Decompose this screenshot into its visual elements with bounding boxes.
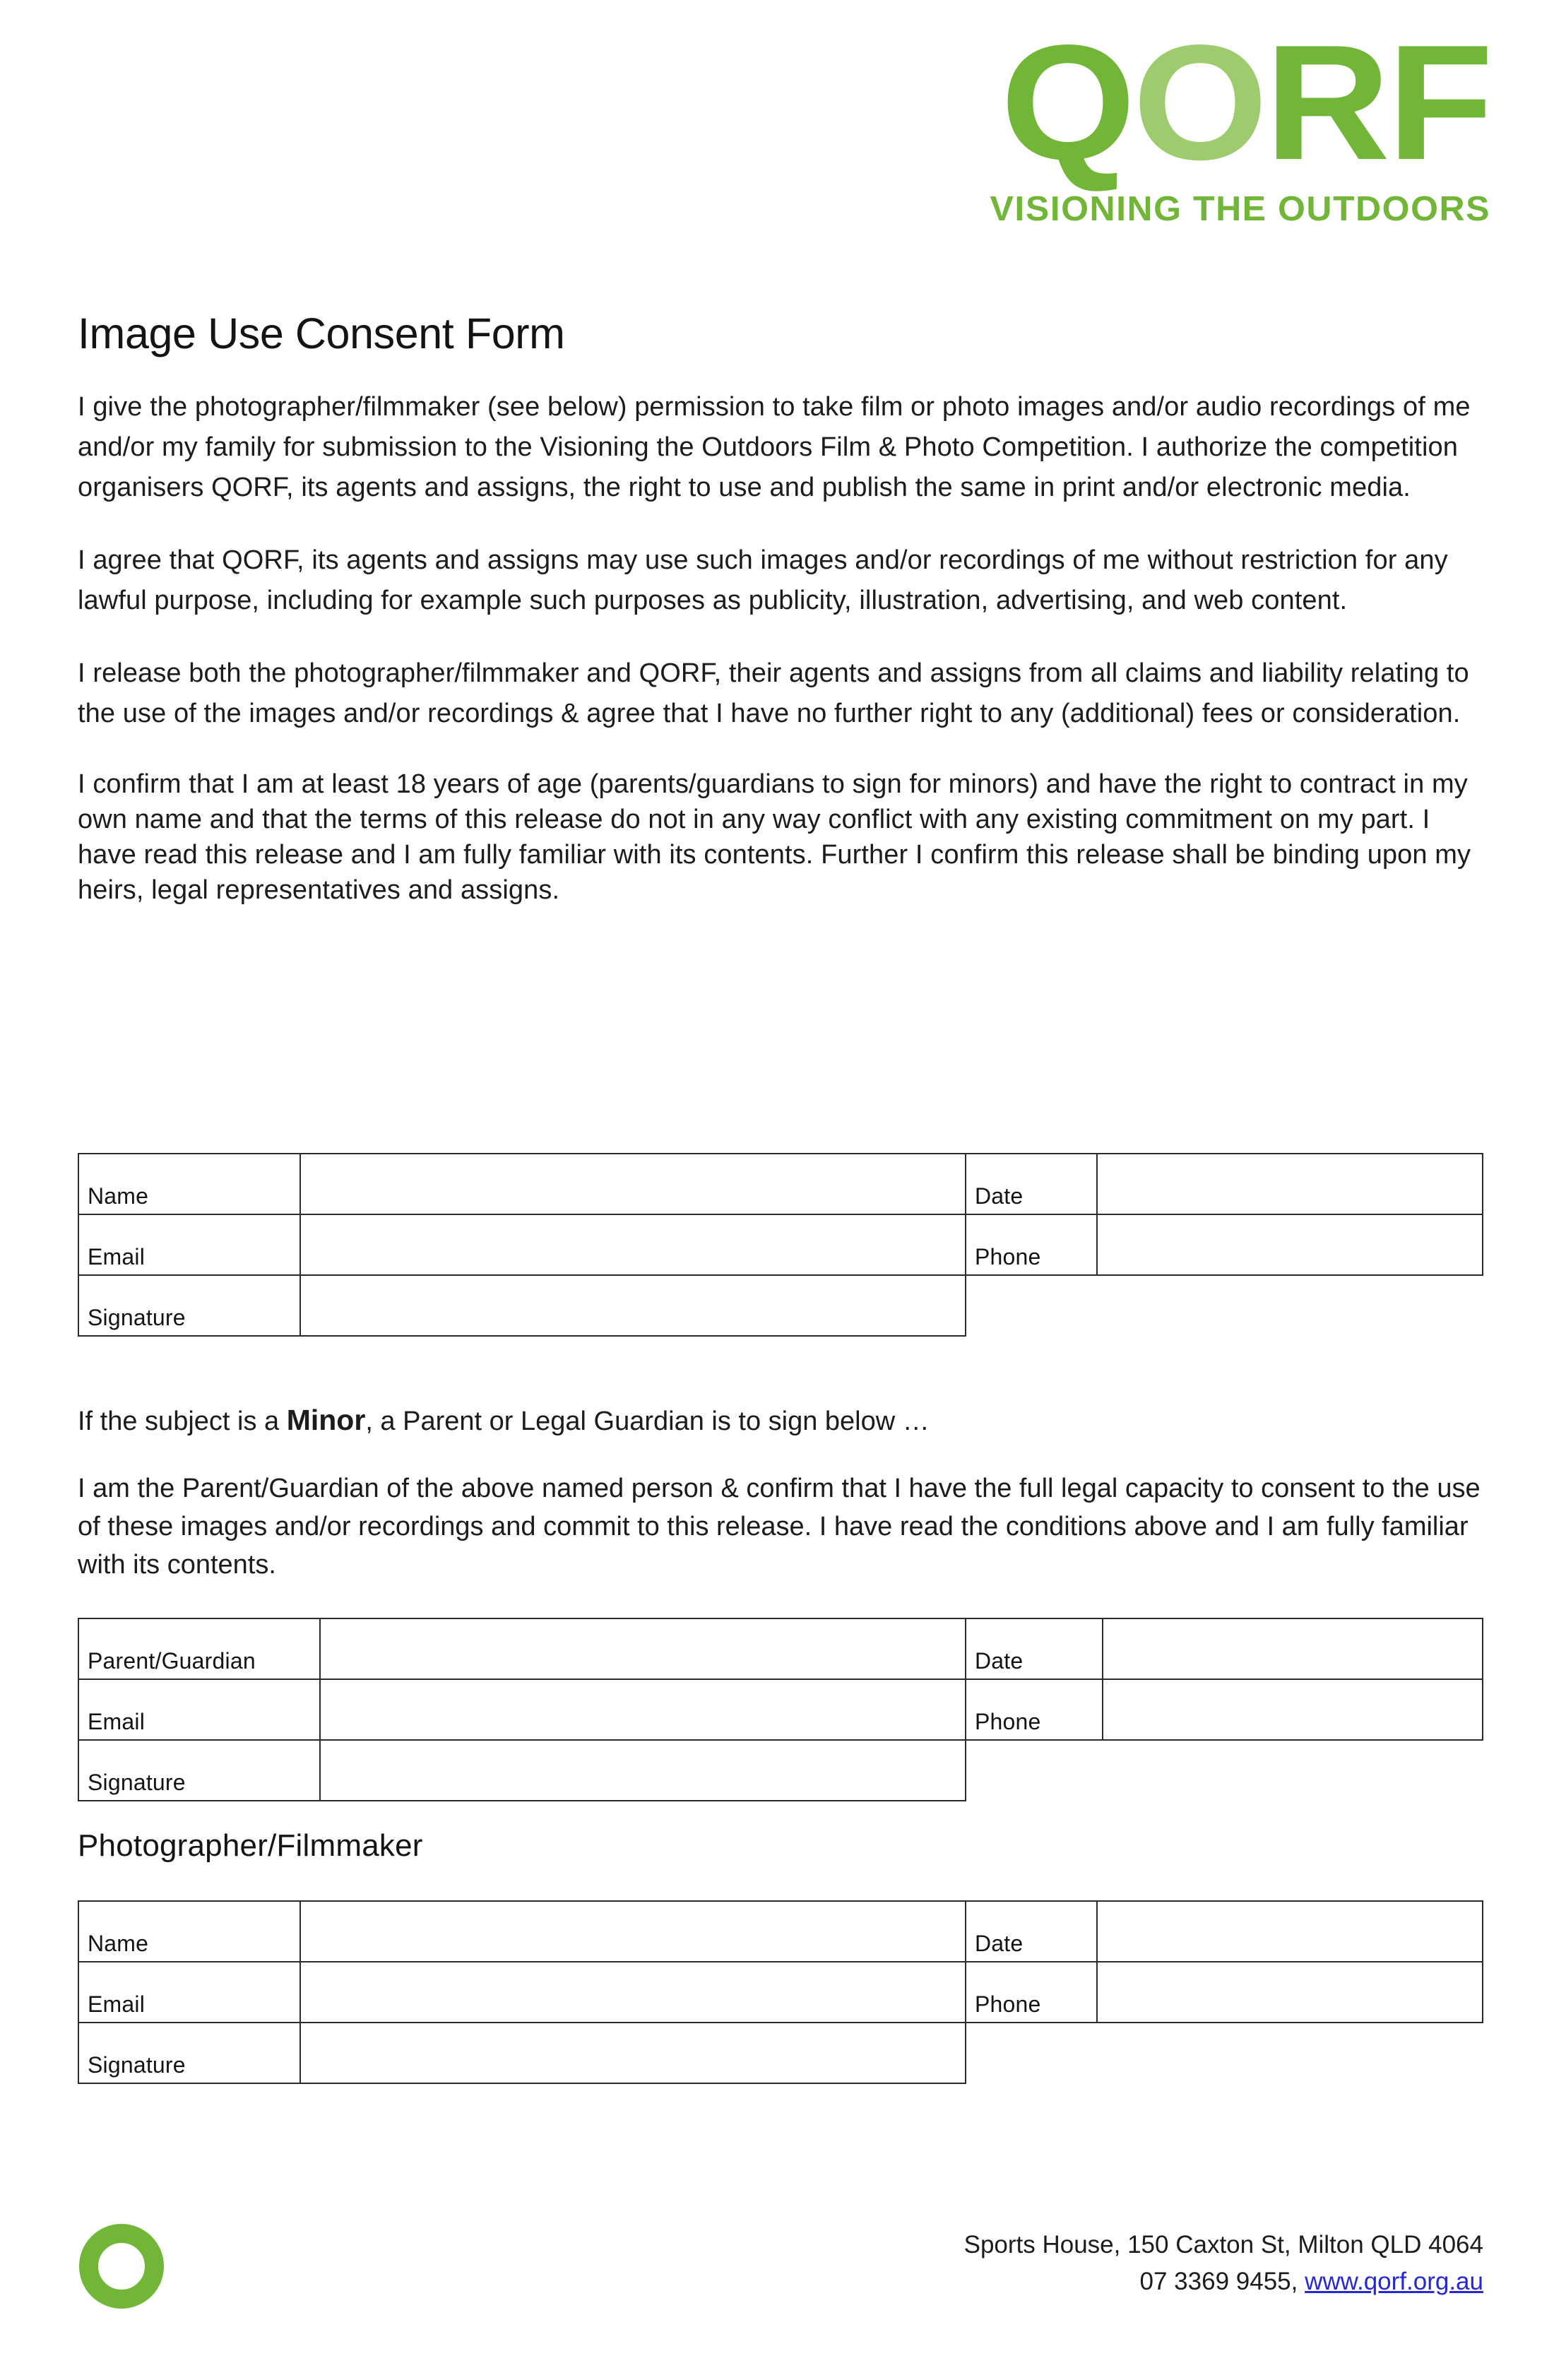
phone-label-cell: Phone — [966, 1214, 1097, 1275]
logo-tagline: VISIONING THE OUTDOORS — [990, 189, 1490, 228]
consent-paragraph-4: I confirm that I am at least 18 years of age (parents/guardians to sign for minors) and have the right to contract in my own name and that the terms of this release do not in any way conflict with any existing commitment on my part. I have read this release and I am fully familiar with its contents. Further I confirm this release shall be binding upon my heirs, legal representatives and assigns. — [78, 769, 1471, 905]
name-input-cell[interactable] — [300, 1901, 966, 1962]
table-row — [78, 1154, 1483, 1214]
footer-website-link[interactable]: www.qorf.org.au — [1305, 2268, 1483, 2295]
table-row — [78, 1214, 1483, 1275]
consent-body — [78, 387, 1483, 929]
consent-paragraph-1: I give the photographer/filmmaker (see below) permission to take film or photo images and/or audio recordings of me and/or my family for submission to the Visioning the Outdoors Film & Photo Competition. I authorize the competition organisers QORF, its agents and assigns, the right to use and publish the same in print and/or electronic media. — [78, 392, 1471, 502]
date-input-cell[interactable] — [1103, 1618, 1483, 1679]
empty-cell — [1097, 1275, 1483, 1336]
empty-cell — [1097, 2023, 1483, 2083]
signature-label-cell: Signature — [78, 1275, 300, 1336]
signature-input-cell[interactable] — [320, 1740, 966, 1801]
empty-cell — [966, 1740, 1103, 1801]
guardian-details-table — [78, 1618, 1483, 1801]
phone-input-cell[interactable] — [1097, 1214, 1483, 1275]
email-label-cell: Email — [78, 1679, 320, 1740]
logo-letter-o: O — [1132, 11, 1265, 194]
table-row — [78, 1901, 1483, 1962]
photographer-details-table — [78, 1900, 1483, 2084]
page-title: Image Use Consent Form — [78, 309, 565, 357]
consent-paragraph-2: I agree that QORF, its agents and assigns may use such images and/or recordings of me without restriction for any lawful purpose, including for example such purposes as publicity, illustration, advertising, and web content. — [78, 545, 1448, 615]
table-row — [78, 1618, 1483, 1679]
signature-label-cell: Signature — [78, 2023, 300, 2083]
guardian-label-cell: Parent/Guardian — [78, 1618, 320, 1679]
email-label-cell: Email — [78, 1962, 300, 2023]
name-input-cell[interactable] — [300, 1154, 966, 1214]
empty-cell — [966, 1275, 1097, 1336]
email-input-cell[interactable] — [320, 1679, 966, 1740]
guardian-input-cell[interactable] — [320, 1618, 966, 1679]
minor-notice-after: , a Parent or Legal Guardian is to sign below … — [365, 1407, 930, 1436]
guardian-paragraph: I am the Parent/Guardian of the above named person & confirm that I have the full legal capacity to consent to the use of these images and/or recordings and commit to this release. I have read the conditions above and I am fully familiar with its contents. — [78, 1474, 1481, 1580]
name-label-cell: Name — [78, 1901, 300, 1962]
phone-label-cell: Phone — [966, 1679, 1103, 1740]
table-row — [78, 2023, 1483, 2083]
logo-letter-q: Q — [1000, 11, 1133, 194]
date-label-cell: Date — [966, 1618, 1103, 1679]
footer-phone-line — [964, 2263, 1483, 2300]
empty-cell — [1103, 1740, 1483, 1801]
signature-input-cell[interactable] — [300, 1275, 966, 1336]
table-row — [78, 1740, 1483, 1801]
minor-emphasis: Minor — [286, 1404, 366, 1436]
consent-paragraph-3: I release both the photographer/filmmaker and QORF, their agents and assigns from all claims and liability relating to the use of the images and/or recordings & agree that I have no further right to any (additional) fees or consideration. — [78, 658, 1469, 728]
table-row — [78, 1962, 1483, 2023]
minor-notice — [78, 1400, 930, 1442]
photographer-section-heading: Photographer/Filmmaker — [78, 1828, 423, 1863]
table-row — [78, 1679, 1483, 1740]
date-input-cell[interactable] — [1097, 1154, 1483, 1214]
logo-letters-rf: RF — [1264, 11, 1490, 194]
phone-input-cell[interactable] — [1103, 1679, 1483, 1740]
qorf-logo — [841, 11, 1490, 229]
table-row — [78, 1275, 1483, 1336]
logo-wordmark — [802, 11, 1490, 194]
subject-details-table — [78, 1153, 1483, 1337]
phone-label-cell: Phone — [966, 1962, 1097, 2023]
footer-address: Sports House, 150 Caxton St, Milton QLD 4064 — [963, 2231, 1483, 2258]
footer-contact — [964, 2227, 1483, 2300]
email-label-cell: Email — [78, 1214, 300, 1275]
signature-label-cell: Signature — [78, 1740, 320, 1801]
date-label-cell: Date — [966, 1901, 1097, 1962]
email-input-cell[interactable] — [300, 1962, 966, 2023]
name-label-cell: Name — [78, 1154, 300, 1214]
email-input-cell[interactable] — [300, 1214, 966, 1275]
footer-phone: 07 3369 9455, — [1139, 2268, 1298, 2295]
qorf-circle-icon — [79, 2224, 164, 2309]
date-input-cell[interactable] — [1097, 1901, 1483, 1962]
date-label-cell: Date — [966, 1154, 1097, 1214]
phone-input-cell[interactable] — [1097, 1962, 1483, 2023]
signature-input-cell[interactable] — [300, 2023, 966, 2083]
empty-cell — [966, 2023, 1097, 2083]
minor-notice-before: If the subject is a — [78, 1407, 287, 1436]
